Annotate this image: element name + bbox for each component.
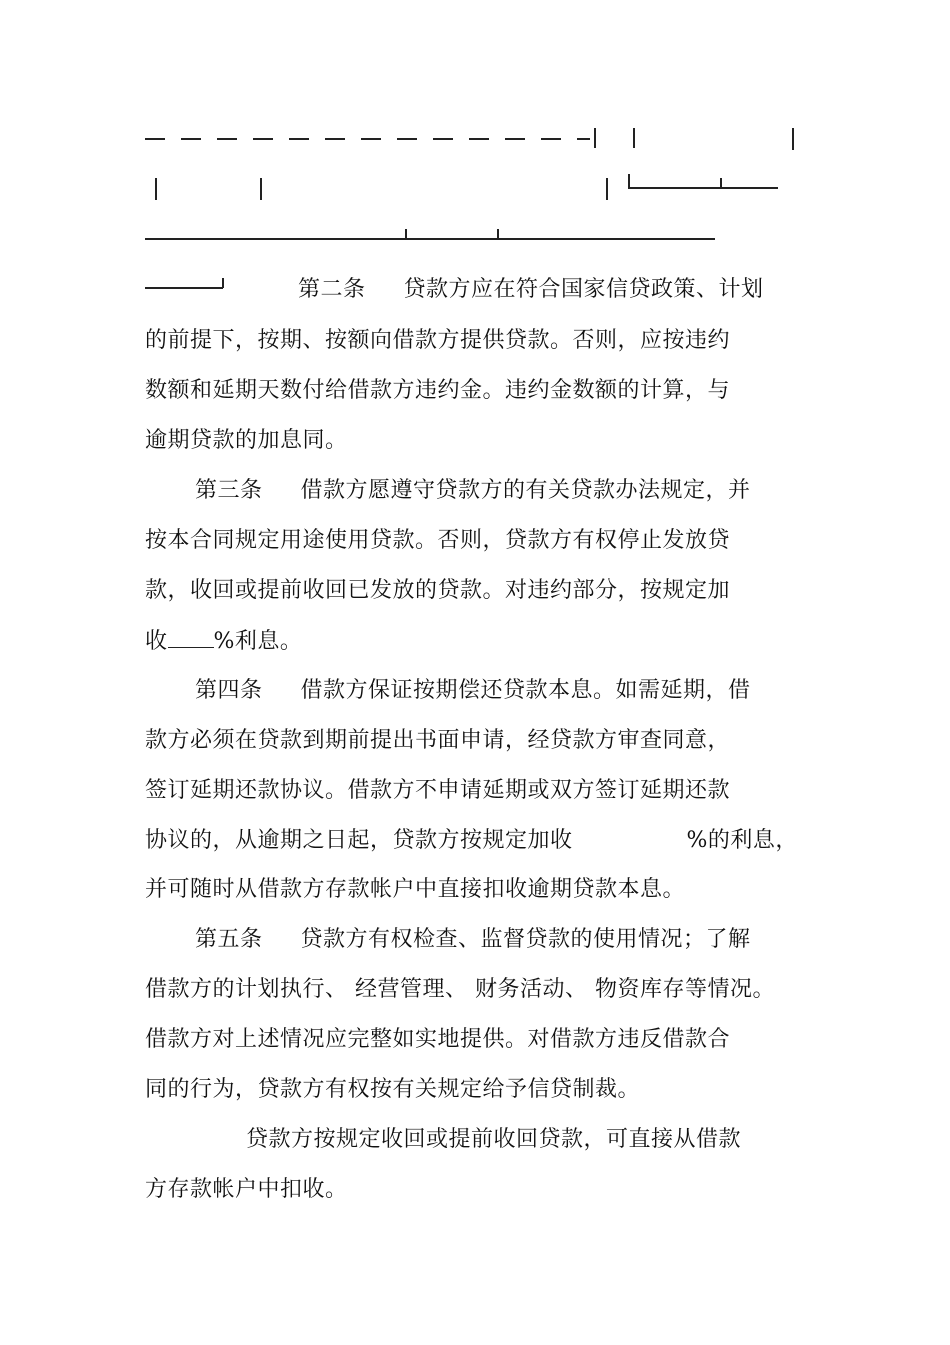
article-5-line-4: 同的行为，贷款方有权按有关规定给予信贷制裁。 bbox=[145, 1077, 641, 1102]
article-3-heading: 第三条 bbox=[195, 478, 263, 503]
table-border-line bbox=[222, 278, 224, 288]
article-4-text: 借款方保证按期偿还贷款本息。如需延期，借 bbox=[300, 678, 751, 703]
dashed-rule bbox=[145, 138, 590, 140]
article-2-text: 贷款方应在符合国家信贷政策、计划 bbox=[403, 277, 764, 302]
article-3-line-4-prefix: 收 bbox=[145, 629, 168, 654]
article-4-line-4-prefix: 协议的，从逾期之日起，贷款方按规定加收 bbox=[145, 828, 573, 853]
interest-rate-blank bbox=[168, 627, 214, 648]
article-2-line-2: 的前提下，按期、按额向借款方提供贷款。否则，应按违约 bbox=[145, 328, 731, 353]
table-border-line bbox=[633, 128, 635, 148]
table-border-line bbox=[720, 178, 722, 188]
article-5-line-1 bbox=[195, 926, 751, 954]
article-4-line-4-suffix: %的利息， bbox=[686, 828, 798, 853]
table-border-line bbox=[497, 229, 499, 239]
article-3-line-4-suffix: %利息。 bbox=[213, 629, 303, 654]
article-3-line-4 bbox=[145, 627, 302, 656]
table-border-line bbox=[792, 128, 794, 150]
closing-line-1: 贷款方按规定收回或提前收回贷款，可直接从借款 bbox=[246, 1127, 742, 1152]
table-border-line bbox=[145, 287, 223, 289]
article-4-line-4 bbox=[145, 827, 798, 855]
article-2-line-4: 逾期贷款的加息同。 bbox=[145, 428, 348, 453]
article-5-text: 贷款方有权检查、监督贷款的使用情况；了解 bbox=[300, 927, 751, 952]
article-3-line-2: 按本合同规定用途使用贷款。否则，贷款方有权停止发放贷 bbox=[145, 528, 731, 553]
table-border-line bbox=[594, 128, 596, 148]
table-border-line bbox=[155, 178, 157, 200]
article-4-heading: 第四条 bbox=[195, 678, 263, 703]
table-border-line bbox=[145, 238, 715, 240]
article-4-line-5: 并可随时从借款方存款帐户中直接扣收逾期贷款本息。 bbox=[145, 877, 686, 902]
table-border-line bbox=[405, 229, 407, 239]
article-3-text: 借款方愿遵守贷款方的有关贷款办法规定，并 bbox=[300, 478, 751, 503]
article-2-line-1 bbox=[298, 276, 764, 304]
article-2-line-3: 数额和延期天数付给借款方违约金。违约金数额的计算，与 bbox=[145, 378, 731, 403]
article-4-line-2: 款方必须在贷款到期前提出书面申请，经贷款方审查同意， bbox=[145, 728, 731, 753]
article-3-line-1 bbox=[195, 477, 751, 505]
article-5-line-3: 借款方对上述情况应完整如实地提供。对借款方违反借款合 bbox=[145, 1027, 731, 1052]
article-3-line-3: 款，收回或提前收回已发放的贷款。对违约部分，按规定加 bbox=[145, 578, 731, 603]
article-4-line-1 bbox=[195, 677, 751, 705]
article-5-line-2: 借款方的计划执行、 经营管理、 财务活动、 物资库存等情况。 bbox=[145, 977, 775, 1002]
table-border-line bbox=[606, 178, 608, 200]
table-border-line bbox=[628, 187, 778, 189]
article-4-line-3: 签订延期还款协议。借款方不申请延期或双方签订延期还款 bbox=[145, 778, 731, 803]
table-border-line bbox=[628, 174, 630, 188]
article-2-heading: 第二条 bbox=[298, 277, 366, 302]
closing-line-2: 方存款帐户中扣收。 bbox=[145, 1177, 348, 1202]
table-border-line bbox=[260, 178, 262, 200]
article-5-heading: 第五条 bbox=[195, 927, 263, 952]
